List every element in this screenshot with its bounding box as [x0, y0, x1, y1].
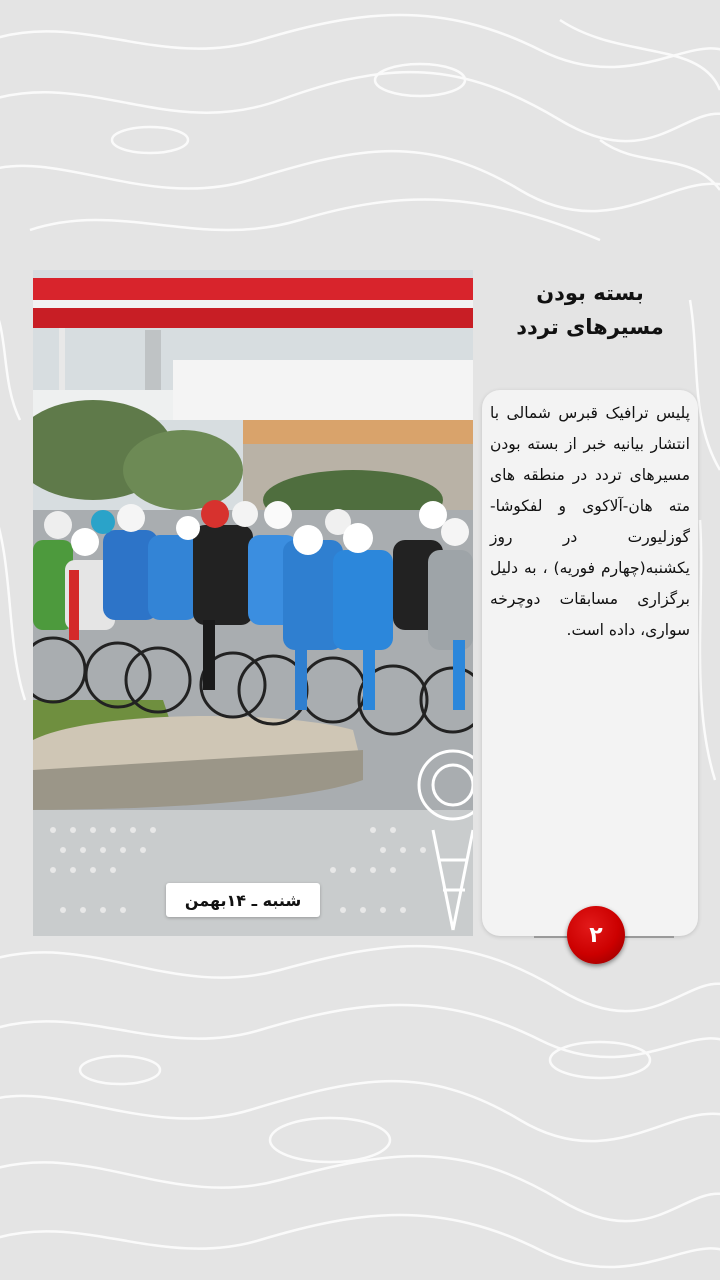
- headline: [490, 276, 690, 348]
- news-text-card: [482, 390, 698, 936]
- page-number-badge: ۲: [567, 906, 625, 964]
- news-photo: [33, 270, 473, 936]
- headline-line-1: بسته بودن: [536, 281, 644, 305]
- headline-line-2: مسیرهای تردد: [516, 315, 664, 339]
- news-body-text: پلیس ترافیک قبرس شمالی با انتشار بیانیه خبر از بسته بودن مسیرهای تردد در منطقه های مته هان-آلاکوی و لفکوشا-گوزلیورت در روز یکشنبه(چهارم فوریه) ، به دلیل برگزاری مسابقات دوچرخه سواری، داده است.: [490, 404, 690, 639]
- cyclists-photo-illustration: [33, 270, 473, 936]
- date-badge: شنبه ـ ۱۴بهمن: [166, 883, 320, 917]
